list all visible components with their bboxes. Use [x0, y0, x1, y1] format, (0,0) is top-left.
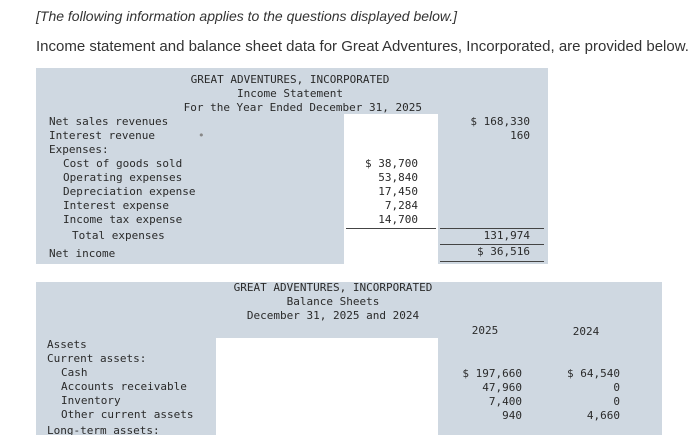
balance-period: December 31, 2025 and 2024 [246, 309, 420, 322]
interest-revenue-value: 160 [510, 129, 530, 142]
expense-value: 53,840 [378, 171, 418, 184]
balance-row-label: Inventory [61, 394, 121, 407]
balance-row-label: Other current assets [61, 408, 194, 421]
balance-row-label: Cash [61, 366, 88, 379]
net-income-value: $ 36,516 [477, 245, 530, 258]
balance-row-value-2025: 47,960 [482, 381, 522, 394]
balance-row-value-2025: $ 197,660 [462, 367, 522, 380]
assets-label: Assets [47, 338, 87, 351]
income-period: For the Year Ended December 31, 2025 [183, 101, 422, 114]
subtotal-rule [346, 228, 436, 229]
current-assets-label: Current assets: [47, 352, 147, 365]
expenses-label: Expenses: [49, 143, 109, 156]
net-sales-label: Net sales revenues [49, 115, 169, 128]
expense-value: 7,284 [384, 199, 418, 212]
intro-text: Income statement and balance sheet data for Great Adventures, Incorporated, are provided below. [36, 38, 689, 55]
balance-row-value-2024: 0 [613, 381, 620, 394]
balance-row-value-2025: 940 [502, 409, 522, 422]
expense-label: Operating expenses [63, 171, 183, 184]
total-expenses-value: 131,974 [483, 229, 530, 242]
total-expenses-label: Total expenses [72, 229, 165, 242]
expense-label: Cost of goods sold [63, 157, 183, 170]
expense-value: $ 38,700 [365, 157, 418, 170]
expense-label: Depreciation expense [63, 185, 196, 198]
net-sales-value: $ 168,330 [470, 115, 530, 128]
balance-row-value-2024: 4,660 [586, 409, 620, 422]
row-marker-dot: • [198, 129, 205, 142]
expense-value: 14,700 [378, 213, 418, 226]
balance-row-value-2024: $ 64,540 [567, 367, 620, 380]
expense-label: Income tax expense [63, 213, 183, 226]
expense-value: 17,450 [378, 185, 418, 198]
balance-row-label: Accounts receivable [61, 380, 187, 393]
net-income-double-rule [440, 261, 544, 262]
info-note: [The following information applies to the questions displayed below.] [36, 8, 458, 24]
column-header-2025: 2025 [471, 324, 499, 337]
balance-sheet-title: Balance Sheets [286, 295, 380, 308]
balance-row-value-2025: 7,400 [488, 395, 522, 408]
expense-label: Interest expense [63, 199, 169, 212]
income-statement-title: Income Statement [237, 87, 343, 100]
balance-company-name: GREAT ADVENTURES, INCORPORATED [233, 281, 433, 294]
column-header-2024: 2024 [572, 325, 600, 338]
balance-row-value-2024: 0 [613, 395, 620, 408]
cut-off-row-label: Long-term assets: [47, 424, 160, 435]
net-income-label: Net income [49, 247, 116, 260]
income-company-name: GREAT ADVENTURES, INCORPORATED [190, 73, 390, 86]
interest-revenue-label: Interest revenue [49, 129, 155, 142]
